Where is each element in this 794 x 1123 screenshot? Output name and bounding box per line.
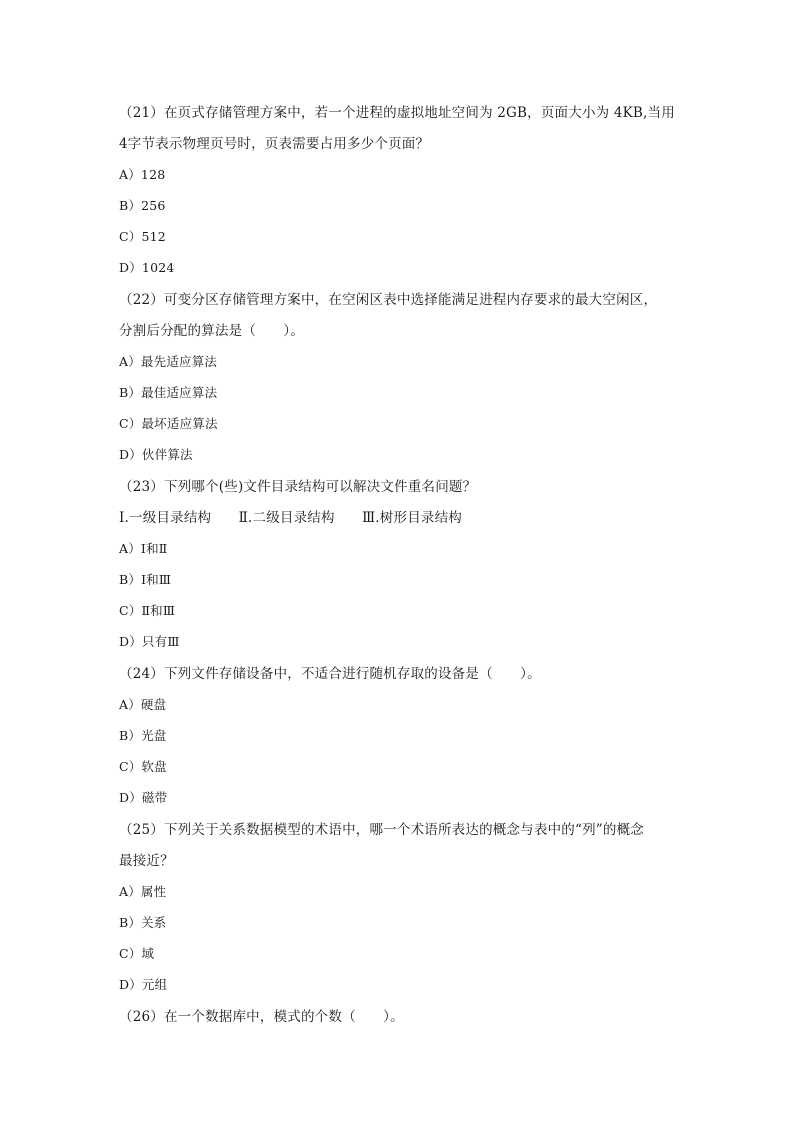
question-22-option-a: A）最先适应算法 bbox=[119, 354, 218, 369]
question-23-stem-line-1: （23）下列哪个(些)文件目录结构可以解决文件重名问题？ bbox=[119, 479, 477, 495]
question-25-stem-line-1: （25）下列关于关系数据模型的术语中，哪一个术语所表达的概念与表中的“列”的概念 bbox=[119, 822, 644, 838]
question-21-option-c: C）512 bbox=[119, 229, 166, 244]
question-25-option-a: A）属性 bbox=[119, 884, 167, 899]
question-22-option-b: B）最佳适应算法 bbox=[119, 385, 218, 400]
question-24-stem-line-1: （24）下列文件存储设备中，不适合进行随机存取的设备是（ ）。 bbox=[119, 666, 541, 682]
question-24-option-c: C）软盘 bbox=[119, 759, 167, 774]
question-21-option-b: B）256 bbox=[119, 198, 166, 213]
question-23-option-a: A）Ⅰ和Ⅱ bbox=[119, 541, 168, 556]
question-24-option-d: D）磁带 bbox=[119, 790, 168, 805]
question-25-option-c: C）域 bbox=[119, 946, 155, 961]
question-25-option-b: B）关系 bbox=[119, 915, 167, 930]
question-24-option-b: B）光盘 bbox=[119, 728, 167, 743]
question-21-stem-line-1: （21）在页式存储管理方案中，若一个进程的虚拟地址空间为 2GB，页面大小为 4KB,当用 bbox=[119, 105, 675, 121]
question-21-option-a: A）128 bbox=[119, 167, 166, 182]
question-23-option-b: B）Ⅰ和Ⅲ bbox=[119, 572, 172, 587]
question-25-stem-line-2: 最接近？ bbox=[119, 853, 174, 869]
question-22-option-d: D）伙伴算法 bbox=[119, 447, 193, 462]
question-21-stem-line-2: 4字节表示物理页号时，页表需要占用多少个页面？ bbox=[119, 136, 430, 152]
question-23-stem-line-2: Ⅰ.一级目录结构 Ⅱ.二级目录结构 Ⅲ.树形目录结构 bbox=[119, 510, 463, 526]
question-25-option-d: D）元组 bbox=[119, 977, 168, 992]
question-21-option-d: D）1024 bbox=[119, 260, 175, 275]
question-23-option-d: D）只有Ⅲ bbox=[119, 634, 180, 649]
question-22-stem-line-2: 分割后分配的算法是（ ）。 bbox=[119, 323, 305, 339]
question-23-option-c: C）Ⅱ和Ⅲ bbox=[119, 603, 176, 618]
question-24-option-a: A）硬盘 bbox=[119, 697, 167, 712]
question-22-stem-line-1: （22）可变分区存储管理方案中，在空闲区表中选择能满足进程内存要求的最大空闲区， bbox=[119, 292, 658, 308]
question-22-option-c: C）最坏适应算法 bbox=[119, 416, 218, 431]
question-26-stem-line-1: （26）在一个数据库中，模式的个数（ ）。 bbox=[119, 1009, 404, 1025]
